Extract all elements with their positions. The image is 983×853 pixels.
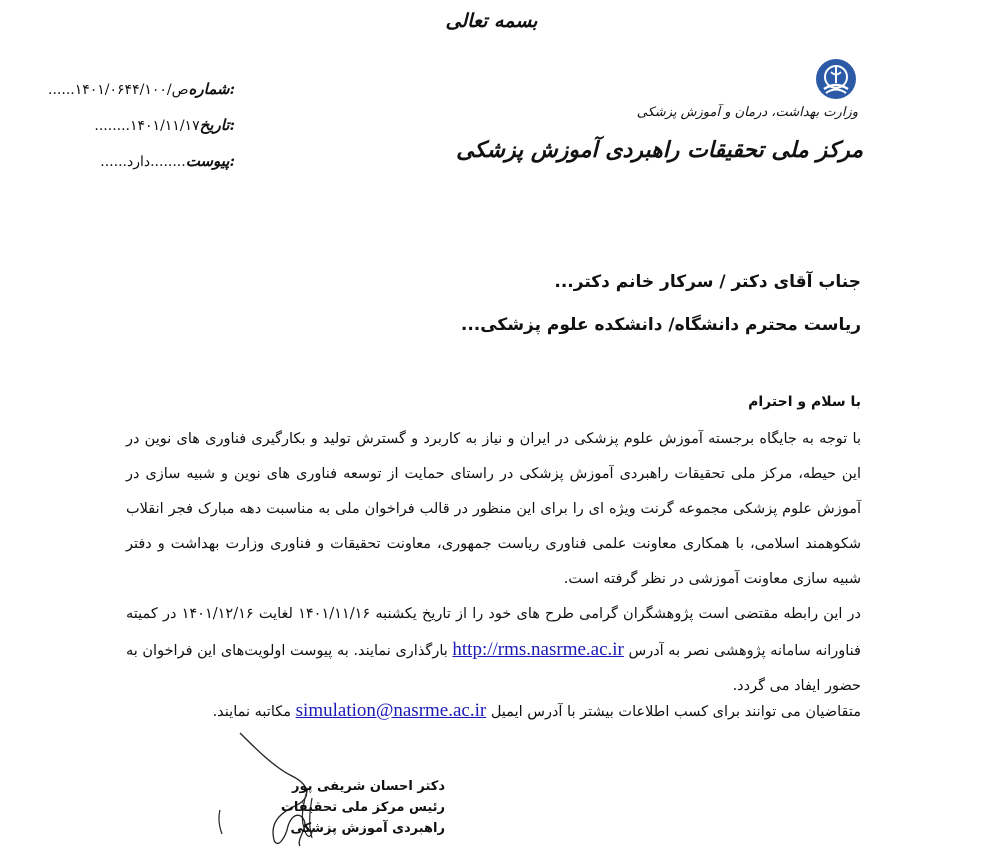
signatory-title-line-1: رئیس مرکز ملی تحقیقات	[280, 800, 445, 815]
rms-link[interactable]: http://rms.nasrme.ac.ir	[452, 639, 624, 660]
recipient-line-2: ریاست محترم دانشگاه/ دانشکده علوم پزشکی...	[460, 315, 861, 335]
center-name: مرکز ملی تحقیقات راهبردی آموزش پزشکی	[456, 137, 863, 163]
closing-text-start: متقاضیان می توانند برای کسب اطلاعات بیشتر با آدرس ایمیل	[486, 704, 861, 720]
letter-attachment-label: پیوست:	[185, 152, 235, 170]
letter-date-value: ........۱۴۰۱/۱۱/۱۷	[94, 118, 200, 134]
signatory-name: دکتر احسان شریفی پور	[291, 779, 445, 794]
signatory-block	[280, 776, 445, 839]
recipient-line-1: جناب آقای دکتر / سرکار خانم دکتر...	[554, 272, 861, 292]
body-paragraph-2	[126, 597, 861, 704]
logo-emblem-icon	[814, 57, 858, 101]
ministry-name: وزارت بهداشت، درمان و آموزش پزشکی	[636, 105, 858, 120]
body-paragraph-2-end: بارگذاری نمایند. به پیوست اولویت‌های این فراخوان به حضور ایفاد می گردد.	[125, 643, 861, 694]
signatory-title-line-2: راهبردی آموزش پزشکی	[290, 821, 445, 836]
letter-number-value: ......۱۴۰۱/۰۶۴۴/ص/۱۰۰	[48, 82, 189, 98]
organization-logo	[456, 55, 878, 185]
letter-date-row	[60, 116, 235, 152]
letter-attachment-row	[60, 152, 235, 188]
closing-text-end: مکاتبه نمایند.	[212, 704, 296, 720]
closing-line	[213, 700, 861, 722]
bismillah-header: بسمه تعالی	[445, 10, 538, 32]
letter-attachment-value: ......دارد........	[100, 154, 186, 170]
greeting: با سلام و احترام	[748, 394, 861, 410]
letter-date-label: تاریخ:	[199, 116, 235, 134]
body-paragraph-1: با توجه به جایگاه برجسته آموزش علوم پزشکی در ایران و نیاز به کاربرد و گسترش تولید و بکارگیری فناوری های نوین در این حیطه، مرکز ملی تحقیقات راهبردی آموزش پزشکی در راستای حمایت از توسعه فناوری های نوین و شبیه سازی در آموزش علوم پزشکی مجموعه گرنت ویژه ای را برای این منظور در قالب فراخوان ملی به مناسبت دهه مبارک فجر انقلاب شکوهمند اسلامی، با همکاری معاونت علمی فناوری ریاست جمهوری، معاونت تحقیقات و فناوری وزارت بهداشت و دفتر شبیه سازی معاونت آموزشی در نظر گرفته است.	[126, 431, 861, 587]
letter-number-row	[48, 80, 235, 116]
letter-body	[126, 422, 861, 704]
body-paragraph-2-start: در این رابطه مقتضی است پژوهشگران گرامی طرح های خود را از تاریخ یکشنبه ۱۴۰۱/۱۱/۱۶ لغایت ۱۴۰۱/۱۲/۱۶ در کمیته فناورانه سامانه پژوهشی نصر به آدرس	[126, 606, 862, 659]
letter-number-label: شماره:	[188, 80, 235, 98]
email-link[interactable]: simulation@nasrme.ac.ir	[295, 700, 487, 721]
letter-meta	[48, 80, 235, 188]
